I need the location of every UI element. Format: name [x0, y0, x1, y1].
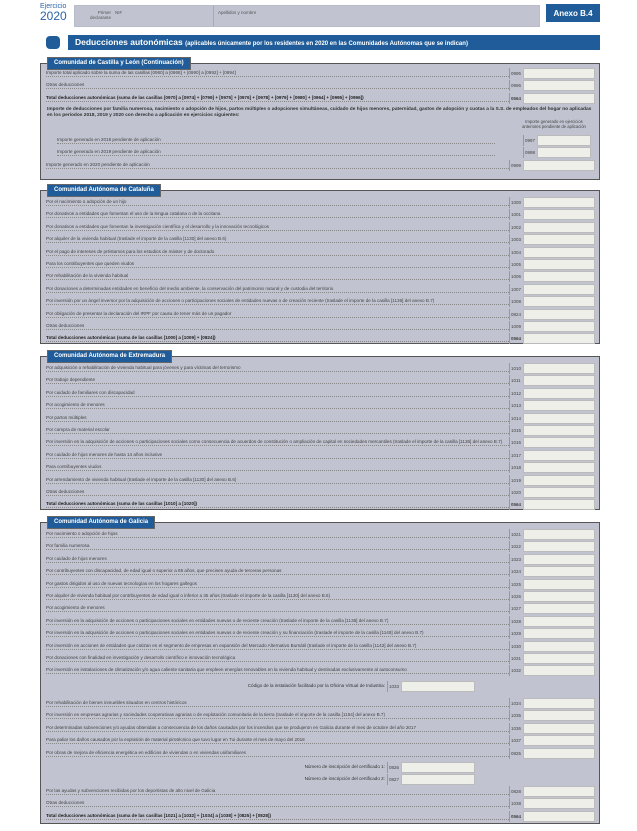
amount-input[interactable]	[523, 259, 595, 270]
row-label: Por inversión en instalaciones de climatización y/o agua caliente sanitaria que empleen energías renovables en la vivienda habitual y destinadas exclusivamente al autoconsumo	[46, 667, 509, 674]
box-code: 1030	[509, 641, 523, 652]
row-label: Por cuidado de familiares con discapacidad	[46, 390, 509, 397]
amount-input[interactable]	[523, 665, 595, 676]
row-label: Por partos múltiples	[46, 415, 509, 422]
form-row	[45, 602, 595, 614]
form-row	[45, 761, 595, 773]
form-row	[45, 295, 595, 307]
form-row	[45, 640, 595, 652]
row-label: Por donaciones a determinadas entidades en beneficio del medio ambiente, la conservación del patrimonio natural y de custodia del territorio	[46, 286, 509, 293]
box-code: 1012	[509, 388, 523, 399]
amount-input[interactable]	[537, 147, 591, 158]
amount-input[interactable]	[401, 762, 475, 773]
box-code: 1027	[509, 603, 523, 614]
box-code: 1033	[387, 681, 401, 692]
row-label: Por contribuyentes con discapacidad, de edad igual o superior a 65 años, que precisen ayuda de terceras personas	[46, 568, 509, 575]
row-label: Por inversión en empresas agrarias y sociedades cooperativas agrarias o de explotación comunitaria de la tierra (traslade el importe de la casilla [1154] del anexo B.7)	[46, 712, 509, 719]
form-row	[45, 146, 595, 158]
section-extremadura	[40, 353, 600, 510]
form-row	[45, 196, 595, 208]
section-tab: Comunidad Autónoma de Galicia	[47, 516, 155, 529]
row-label: Importe generado en 2019 pendiente de aplicación	[57, 149, 495, 156]
page-title: Deducciones autonómicas (aplicables únicamente por los residentes en 2020 en las Comunidades Autónomas que se indican)	[68, 35, 600, 50]
row-label: Por el nacimiento o adopción de un hijo	[46, 199, 509, 206]
row-label: Para contribuyentes viudos	[46, 464, 509, 471]
amount-input[interactable]	[401, 681, 475, 692]
form-row	[45, 374, 595, 386]
form-row	[45, 320, 595, 332]
row-label: Por cuidado de hijos menores	[46, 556, 509, 563]
amount-input[interactable]	[523, 400, 595, 411]
box-code: 0825	[509, 748, 523, 759]
row-label: Por donaciones con finalidad en investigación y desarrollo científico e innovación tecnológica	[46, 655, 509, 662]
form-row	[45, 246, 595, 258]
amount-input[interactable]	[523, 413, 595, 424]
amount-input[interactable]	[523, 529, 595, 540]
box-code: 1004	[509, 247, 523, 258]
row-label: Por obligación de presentar la declaración del IRPF por causa de tener más de un pagador	[46, 311, 509, 318]
section-tab: Comunidad Autónoma de Cataluña	[47, 184, 161, 197]
row-label: Por nacimiento o adopción de hijos	[46, 531, 509, 538]
amount-input[interactable]	[523, 579, 595, 590]
form-row	[45, 449, 595, 461]
total-row	[45, 498, 595, 510]
box-code: 1000	[509, 197, 523, 208]
amount-input[interactable]	[523, 616, 595, 627]
box-code: 1023	[509, 554, 523, 565]
amount-input[interactable]	[523, 653, 595, 664]
box-code: 0827	[387, 774, 401, 785]
form-row	[45, 486, 595, 498]
box-code: 1026	[509, 591, 523, 602]
amount-input[interactable]	[401, 774, 475, 785]
box-code: 1020	[509, 487, 523, 498]
form-row	[45, 67, 595, 79]
row-label: Por adquisición o rehabilitación de vivienda habitual para jóvenes y para víctimas del terrorismo	[46, 365, 509, 372]
box-code: 1037	[509, 735, 523, 746]
form-row	[45, 436, 595, 448]
amount-input[interactable]	[523, 284, 595, 295]
row-label: Por arrendamiento de vivienda habitual (traslade el importe de la casilla [1130] del anexo B.6)	[46, 477, 509, 484]
box-code: 1007	[509, 284, 523, 295]
box-code: 1035	[509, 710, 523, 721]
row-label: Por gastos dirigidos al uso de nuevas tecnologías en los hogares gallegos	[46, 581, 509, 588]
form-row	[45, 134, 595, 146]
amount-input[interactable]	[523, 487, 595, 498]
amount-input[interactable]	[523, 197, 595, 208]
amount-input[interactable]	[523, 499, 595, 510]
row-label: Total deducciones autonómicas (suma de las casillas [0970] a [0974] + [0799] + [0975] + [0976] + [0978] + [0979] + [0980] + [0964] + [0995] + [0996])	[46, 95, 509, 102]
box-code: 0998	[523, 147, 537, 158]
form-row	[45, 773, 595, 785]
box-code: 1002	[509, 222, 523, 233]
nif-field[interactable]: NIF	[115, 10, 123, 15]
amount-input[interactable]	[523, 723, 595, 734]
total-row	[45, 810, 595, 822]
form-row	[45, 528, 595, 540]
form-row	[45, 461, 595, 473]
form-row	[45, 412, 595, 424]
row-label: Por compra de material escolar	[46, 427, 509, 434]
form-row	[45, 270, 595, 282]
form-row	[45, 652, 595, 664]
amount-input[interactable]	[523, 321, 595, 332]
row-label: Por rehabilitación de bienes inmuebles situados en centros históricos	[46, 700, 509, 707]
section-tab: Comunidad Autónoma de Extremadura	[47, 350, 172, 363]
amount-input[interactable]	[523, 475, 595, 486]
amount-input[interactable]	[537, 135, 591, 146]
row-label: Por alquiler de la vivienda habitual (traslade el importe de la casilla [1130] del anexo B.6)	[46, 236, 509, 243]
form-row	[45, 221, 595, 233]
form-row	[45, 590, 595, 602]
section-cataluna	[40, 187, 600, 344]
row-label: Importe total aplicado sobre la suma de las casillas [0960] a [0968] + [0990] a [0992] + [0994]	[46, 70, 509, 77]
amount-input[interactable]	[523, 363, 595, 374]
anexo-badge: Anexo B.4	[546, 4, 600, 22]
row-label: Otras deducciones	[46, 489, 509, 496]
box-code: 0564	[509, 811, 523, 822]
box-code: 0826	[387, 762, 401, 773]
box-code: 1032	[509, 665, 523, 676]
row-label: Por las ayudas y subvenciones recibidas por los deportistas de alto nivel de Galicia	[46, 788, 509, 795]
row-label: Por donativos a entidades que fomentan la investigación científica y el desarrollo y la innovación tecnológicos	[46, 224, 509, 231]
row-label: Por inversión en acciones de entidades que cotizan en el segmento de empresas en expansión del Mercado Alternativo Bursátil (traslade el importe de la casilla [1142] del anexo B.7)	[46, 643, 509, 650]
amount-input[interactable]	[523, 462, 595, 473]
box-code: 1025	[509, 579, 523, 590]
form-row	[45, 233, 595, 245]
form-row	[45, 664, 595, 676]
box-code: 1010	[509, 363, 523, 374]
amount-input[interactable]	[523, 811, 595, 822]
amount-input[interactable]	[523, 93, 595, 104]
row-label: Total deducciones autonómicas (suma de las casillas [1021] a [1032] + [1034] a [1038] + [0825] + [0828])	[46, 813, 509, 820]
box-code: 1038	[509, 798, 523, 809]
box-code: 1024	[509, 566, 523, 577]
box-code: 0564	[509, 499, 523, 510]
ejercicio: Ejercicio 2020	[40, 3, 67, 23]
amount-input[interactable]	[523, 798, 595, 809]
box-code: 1034	[509, 698, 523, 709]
row-label: Por inversión en la adquisición de acciones o participaciones sociales en entidades nuevas o de reciente creación (traslade el importe de la casilla [1136] del anexo B.7)	[46, 618, 509, 625]
row-label: Otras deducciones	[46, 800, 509, 807]
form-row	[45, 615, 595, 627]
form-row	[45, 399, 595, 411]
amount-input[interactable]	[523, 698, 595, 709]
form-row	[45, 387, 595, 399]
row-label: Por el pago de intereses de préstamos para los estudios de máster y de doctorado	[46, 249, 509, 256]
form-row	[45, 283, 595, 295]
box-code: 1005	[509, 259, 523, 270]
amount-input[interactable]	[523, 234, 595, 245]
section-castilla: Comunidad de Castilla y León (Continuación) Importe total aplicado sobre la suma de las casillas [0960] a [0968] + [0990] a [0992] + [0994] 0995 Otras deducciones 0996 Total deducciones autonómicas (suma de las casillas [0970] a [0974] + [0799] + [0975] + [0976] + [0978] + [0979] + [0980] + [0964] + [0995] + [0996]) 0564 Importe de deducciones por familia numerosa, nacimiento o adopción de hijos, partos múltiples o adopciones simultáneas, cuidado de hijos menores, paternidad, gastos de adopción y cuotas a la S.S. de empleados del hogar no aplicadas en los períodos 2018, 2019 y 2020 con derecho a aplicación en ejercicios siguientes: Importe generado en ejercicios anteriores pendiente de aplicación Importe generado en 2018 pendiente de aplicación 0997 Importe generado en 2019 pendiente de aplicación 0998 Importe generado en 2020 pendiente de aplicación 0999	[40, 63, 600, 180]
box-code: 1028	[509, 616, 523, 627]
row-label: Para paliar los daños causados por la explosión de material pirotécnico que tuvo lugar en Tui durante el mes de mayo del 2018	[46, 737, 509, 744]
form-row	[45, 680, 595, 692]
amount-input[interactable]	[523, 641, 595, 652]
row-label: Por rehabilitación de la vivienda habitual	[46, 273, 509, 280]
form-row	[45, 578, 595, 590]
row-label: Otras deducciones	[46, 82, 509, 89]
box-code: 1001	[509, 209, 523, 220]
box-code: 1003	[509, 234, 523, 245]
row-label: Por inversión por un ángel inversor por la adquisición de acciones o participaciones sociales de entidades nuevas o de creación reciente (traslade el importe de la casilla [1136] del anexo B.7)	[46, 298, 509, 305]
amount-input[interactable]	[523, 388, 595, 399]
box-code: 0997	[523, 135, 537, 146]
row-label: Por alquiler de vivienda habitual por contribuyentes de edad igual o inferior a 35 años (traslade el importe de la casilla [1130] del anexo B.6)	[46, 593, 509, 600]
row-label: Importe generado en 2020 pendiente de aplicación	[46, 162, 509, 169]
amount-input[interactable]	[523, 222, 595, 233]
form-row	[45, 308, 595, 320]
amount-input[interactable]	[523, 309, 595, 320]
row-label: Por acogimiento de menores	[46, 605, 509, 612]
form-row	[45, 734, 595, 746]
form-row	[45, 474, 595, 486]
amount-input[interactable]	[523, 628, 595, 639]
box-code: 1009	[509, 321, 523, 332]
row-label: Por donativos a entidades que fomentan el uso de la lengua catalana o de la occitana	[46, 211, 509, 218]
box-code: 1016	[509, 437, 523, 448]
box-code: 1029	[509, 628, 523, 639]
row-label: Otras deducciones	[46, 323, 509, 330]
amount-input[interactable]	[523, 748, 595, 759]
row-label: Número de inscripción del certificado 1:	[304, 764, 385, 769]
form-row	[45, 208, 595, 220]
amount-input[interactable]	[523, 333, 595, 344]
row-label: Por cuidado de hijos menores de hasta 14 años inclusive	[46, 452, 509, 459]
box-code: 1018	[509, 462, 523, 473]
form-row	[45, 553, 595, 565]
box-code: 1022	[509, 541, 523, 552]
box-code: 0996	[509, 80, 523, 91]
row-label: Por acogimiento de menores	[46, 402, 509, 409]
row-label: Código de la instalación facilitado por la Oficina Virtual de Industria:	[247, 683, 385, 688]
row-label: Total deducciones autonómicas (suma de las casillas [1000] a [1009] + [0824])	[46, 335, 509, 342]
section-tab: Comunidad de Castilla y León (Continuación)	[47, 57, 191, 70]
row-label: Por determinadas subvenciones y/o ayudas obtenidas a consecuencia de los daños causados por los incendios que se produjeron en Galicia durante el mes de octubre del año 2017	[46, 725, 509, 732]
box-code: 1017	[509, 450, 523, 461]
form-row	[45, 258, 595, 270]
box-code: 0995	[509, 68, 523, 79]
amount-input[interactable]	[523, 735, 595, 746]
row-label: Por inversión en la adquisición de acciones o participaciones sociales como consecuencia de acuerdos de constitución o ampliación de capital en sociedades mercantiles (traslade el importe de la casilla [1136] del anexo B.7)	[46, 439, 509, 446]
form-row	[45, 362, 595, 374]
box-code: 1014	[509, 413, 523, 424]
form-row	[45, 79, 595, 91]
section-galicia	[40, 519, 600, 824]
box-code: 1013	[509, 400, 523, 411]
box-code: 0824	[509, 309, 523, 320]
row-label: Por trabajo dependiente	[46, 377, 509, 384]
row-label: Por inversión en la adquisición de acciones o participaciones sociales en entidades nuevas o de reciente creación y su financiación (traslade el importe de la casilla [1148] del anexo B.7)	[46, 630, 509, 637]
box-code: 1008	[509, 296, 523, 307]
box-code: 1021	[509, 529, 523, 540]
form-row	[45, 722, 595, 734]
row-label: Importe generado en 2018 pendiente de aplicación	[57, 137, 495, 144]
form-row	[45, 424, 595, 436]
box-code: 0564	[509, 333, 523, 344]
amount-input[interactable]	[523, 425, 595, 436]
section-marker	[46, 36, 60, 49]
amount-input[interactable]	[523, 80, 595, 91]
row-label: Total deducciones autonómicas (suma de las casillas [1010] a [1020])	[46, 501, 509, 508]
amount-input[interactable]	[523, 786, 595, 797]
amount-input[interactable]	[523, 68, 595, 79]
box-code: 1019	[509, 475, 523, 486]
box-code: 0564	[509, 93, 523, 104]
form-row	[45, 747, 595, 759]
amount-input[interactable]	[523, 591, 595, 602]
row-label: Por obras de mejora de eficiencia energética en edificios de viviendas o en viviendas unifamiliares	[46, 750, 509, 757]
amount-input[interactable]	[523, 437, 595, 448]
box-code: 0999	[509, 160, 523, 171]
form-row	[45, 565, 595, 577]
amount-input[interactable]	[523, 209, 595, 220]
amount-input[interactable]	[523, 247, 595, 258]
box-code: 1015	[509, 425, 523, 436]
box-code: 1031	[509, 653, 523, 664]
amount-input[interactable]	[523, 566, 595, 577]
amount-input[interactable]	[523, 541, 595, 552]
amount-input[interactable]	[523, 710, 595, 721]
row-label: Número de inscripción del certificado 2:	[304, 776, 385, 782]
form-row	[45, 785, 595, 797]
total-row	[45, 332, 595, 344]
amount-input[interactable]	[523, 450, 595, 461]
amount-input[interactable]	[523, 296, 595, 307]
total-row	[45, 92, 595, 104]
box-code: 1036	[509, 723, 523, 734]
box-code: 1006	[509, 271, 523, 282]
form-row	[45, 797, 595, 809]
row-label: Por familia numerosa	[46, 543, 509, 550]
form-row	[45, 627, 595, 639]
amount-input[interactable]	[523, 603, 595, 614]
row-label: Para los contribuyentes que queden viudos	[46, 261, 509, 268]
form-row	[45, 697, 595, 709]
amount-input[interactable]	[523, 554, 595, 565]
box-code: 0828	[509, 786, 523, 797]
name-field[interactable]: Apellidos y nombre	[218, 10, 257, 15]
form-row	[45, 709, 595, 721]
form-row	[45, 540, 595, 552]
amount-input[interactable]	[523, 271, 595, 282]
box-code: 1011	[509, 375, 523, 386]
amount-input[interactable]	[523, 160, 595, 171]
form-row	[45, 159, 595, 171]
amount-input[interactable]	[523, 375, 595, 386]
declarant-box: Primer declarante NIF Apellidos y nombre	[74, 5, 540, 27]
